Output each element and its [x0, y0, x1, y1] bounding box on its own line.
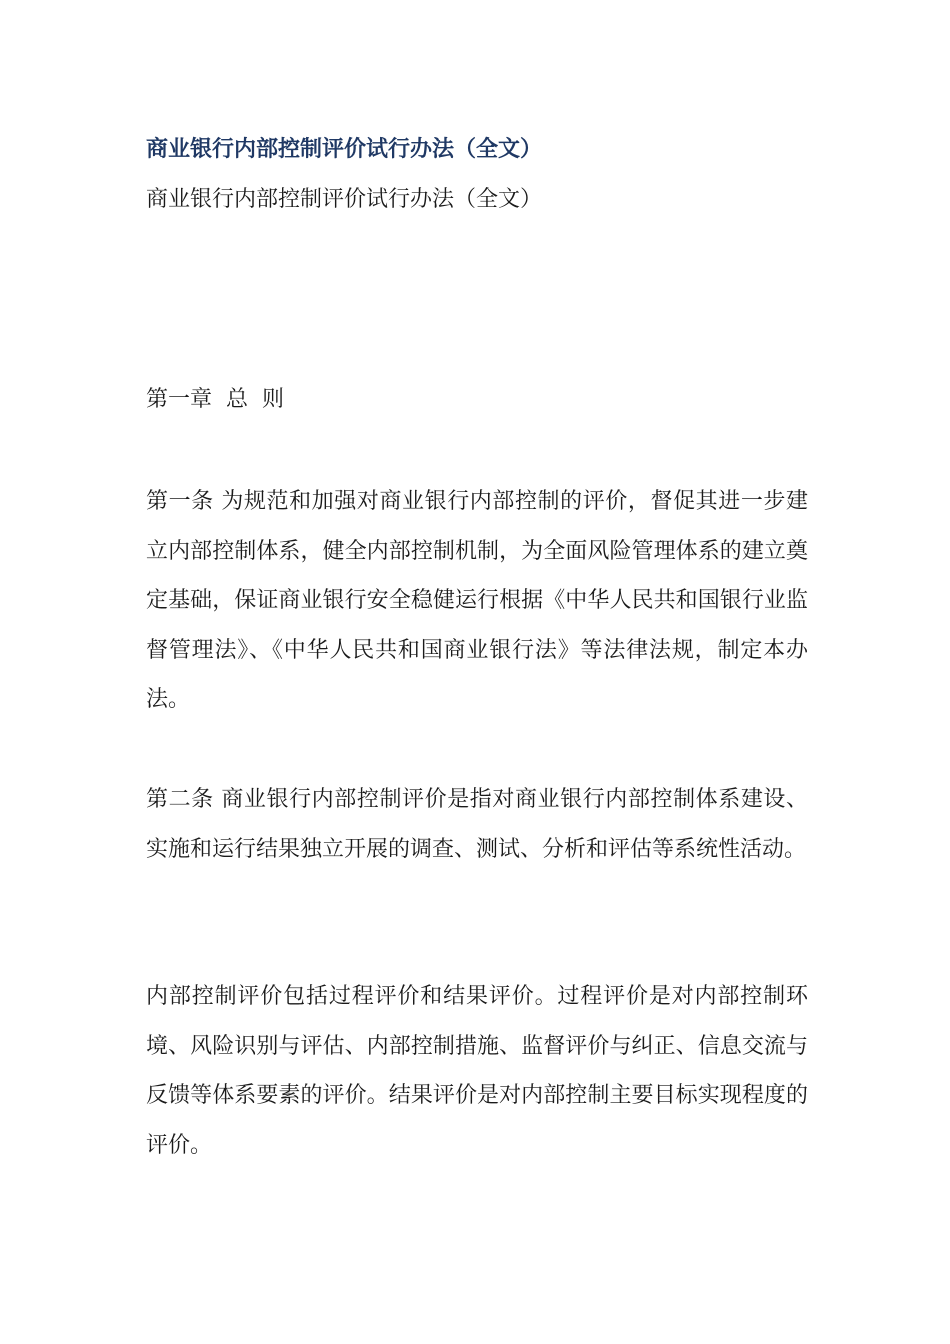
- paragraph-evaluation-types: 内部控制评价包括过程评价和结果评价。过程评价是对内部控制环境、风险识别与评估、内部控制措施、监督评价与纠正、信息交流与反馈等体系要素的评价。结果评价是对内部控制主要目标实现程度的评价。: [146, 984, 808, 1158]
- chapter-heading: 第一章 总 则: [146, 387, 284, 412]
- document-title: 商业银行内部控制评价试行办法（全文）: [146, 137, 543, 162]
- paragraph-article-2: 第二条 商业银行内部控制评价是指对商业银行内部控制体系建设、实施和运行结果独立开展的调查、测试、分析和评估等系统性活动。: [146, 787, 808, 862]
- document-subtitle: 商业银行内部控制评价试行办法（全文）: [146, 187, 543, 212]
- paragraph-article-1: 第一条 为规范和加强对商业银行内部控制的评价，督促其进一步建立内部控制体系，健全内部控制机制，为全面风险管理体系的建立奠定基础，保证商业银行安全稳健运行根据《中华人民共和国银行业监督管理法》、《中华人民共和国商业银行法》等法律法规，制定本办法。: [146, 489, 808, 712]
